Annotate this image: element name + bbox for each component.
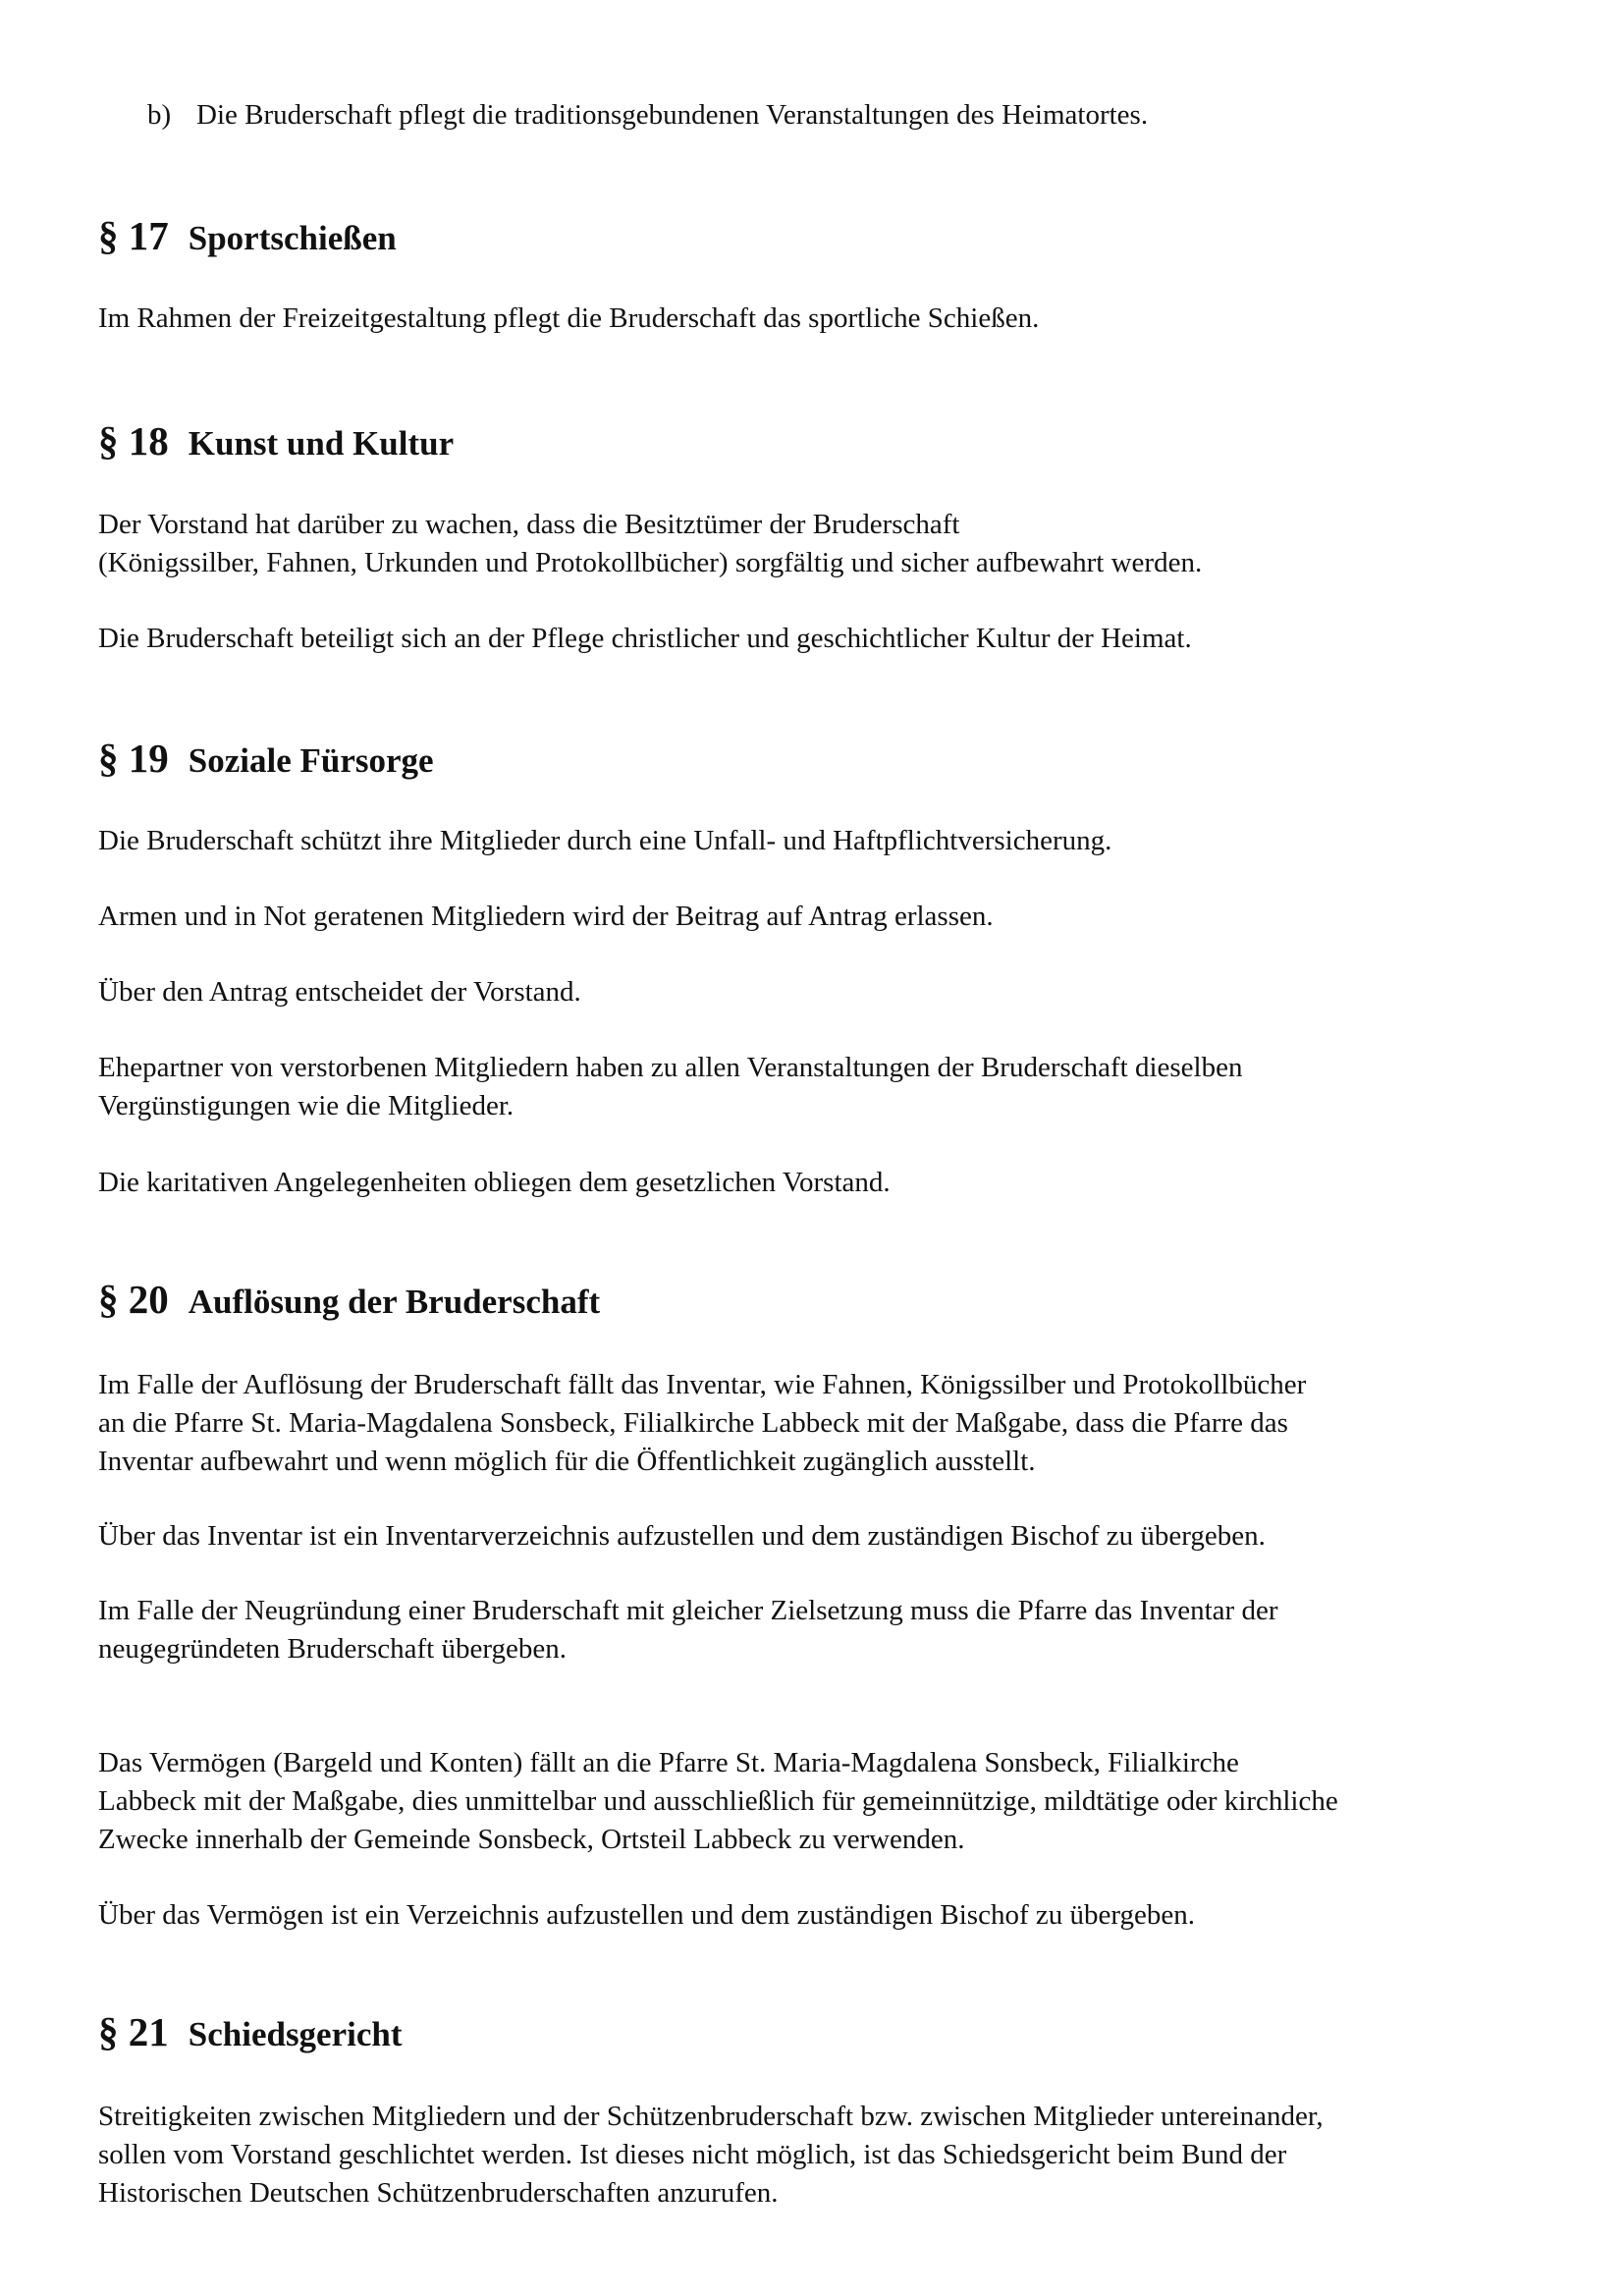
- section-title: Schiedsgericht: [188, 2015, 403, 2053]
- paragraph: [98, 1592, 1551, 1668]
- text-line: Inventar aufbewahrt und wenn möglich für die Öffentlichkeit zugänglich ausstellt.: [98, 1446, 1036, 1477]
- section-title: Kunst und Kultur: [188, 424, 455, 463]
- section-heading-20: [98, 1278, 600, 1324]
- text-line: Die Bruderschaft beteiligt sich an der Pflege christlicher und geschichtlicher Kultur der Heimat.: [98, 623, 1192, 654]
- section-number: § 18: [98, 418, 169, 464]
- paragraph: [98, 822, 1551, 860]
- text-line: (Königssilber, Fahnen, Urkunden und Protokollbücher) sorgfältig und sicher aufbewahrt werden.: [98, 547, 1203, 578]
- paragraph: [98, 1896, 1551, 1935]
- section-number: § 21: [98, 2009, 169, 2054]
- section-title: Soziale Fürsorge: [188, 741, 434, 780]
- paragraph: [98, 300, 1551, 338]
- section-heading-17: [98, 214, 397, 260]
- text-line: Streitigkeiten zwischen Mitgliedern und der Schützenbruderschaft bzw. zwischen Mitglieder untereinander,: [98, 2101, 1324, 2132]
- text-line: Historischen Deutschen Schützenbruderschaften anzurufen.: [98, 2177, 779, 2209]
- section-heading-21: [98, 2010, 403, 2056]
- paragraph: [98, 898, 1551, 936]
- text-line: neugegründeten Bruderschaft übergeben.: [98, 1633, 567, 1665]
- list-item-b: [147, 96, 1522, 135]
- text-line: Über den Antrag entscheidet der Vorstand.: [98, 976, 581, 1008]
- text-line: Armen und in Not geratenen Mitgliedern wird der Beitrag auf Antrag erlassen.: [98, 901, 994, 932]
- text-line: Über das Inventar ist ein Inventarverzeichnis aufzustellen und dem zuständigen Bischof zu übergeben.: [98, 1520, 1266, 1552]
- section-heading-18: [98, 419, 454, 465]
- text-line: Zwecke innerhalb der Gemeinde Sonsbeck, Ortsteil Labbeck zu verwenden.: [98, 1824, 965, 1855]
- section-title: Sportschießen: [188, 219, 397, 257]
- section-number: § 20: [98, 1277, 169, 1322]
- paragraph: [98, 506, 1551, 582]
- text-line: Im Falle der Neugründung einer Bruderschaft mit gleicher Zielsetzung muss die Pfarre das Inventar der: [98, 1595, 1278, 1626]
- paragraph: [98, 1164, 1551, 1202]
- text-line: Das Vermögen (Bargeld und Konten) fällt an die Pfarre St. Maria-Magdalena Sonsbeck, Filialkirche: [98, 1747, 1239, 1778]
- text-line: an die Pfarre St. Maria-Magdalena Sonsbeck, Filialkirche Labbeck mit der Maßgabe, dass die Pfarre das: [98, 1407, 1288, 1439]
- section-title: Auflösung der Bruderschaft: [188, 1283, 601, 1321]
- text-line: sollen vom Vorstand geschlichtet werden. Ist dieses nicht möglich, ist das Schiedsgericht beim Bund der: [98, 2139, 1287, 2170]
- paragraph: [98, 1366, 1551, 1481]
- text-line: Der Vorstand hat darüber zu wachen, dass die Besitztümer der Bruderschaft: [98, 509, 960, 540]
- text-line: Die Bruderschaft schützt ihre Mitglieder durch eine Unfall- und Haftpflichtversicherung.: [98, 825, 1112, 856]
- list-item-text: Die Bruderschaft pflegt die traditionsgebundenen Veranstaltungen des Heimatortes.: [196, 99, 1149, 131]
- section-heading-19: [98, 737, 434, 783]
- paragraph: [98, 2098, 1551, 2213]
- paragraph: [98, 1744, 1551, 1859]
- text-line: Im Rahmen der Freizeitgestaltung pflegt die Bruderschaft das sportliche Schießen.: [98, 302, 1040, 334]
- text-line: Labbeck mit der Maßgabe, dies unmittelbar und ausschließlich für gemeinnützige, mildtätige oder kirchliche: [98, 1785, 1338, 1817]
- list-marker: b): [147, 99, 172, 131]
- text-line: Über das Vermögen ist ein Verzeichnis aufzustellen und dem zuständigen Bischof zu übergeben.: [98, 1899, 1195, 1931]
- text-line: Im Falle der Auflösung der Bruderschaft fällt das Inventar, wie Fahnen, Königssilber und Protokollbücher: [98, 1369, 1307, 1400]
- paragraph: [98, 973, 1551, 1011]
- section-number: § 17: [98, 213, 169, 258]
- text-line: Die karitativen Angelegenheiten obliegen dem gesetzlichen Vorstand.: [98, 1167, 891, 1198]
- text-line: Ehepartner von verstorbenen Mitgliedern haben zu allen Veranstaltungen der Bruderschaft dieselben: [98, 1052, 1243, 1083]
- section-number: § 19: [98, 736, 169, 781]
- paragraph: [98, 620, 1551, 658]
- text-line: Vergünstigungen wie die Mitglieder.: [98, 1090, 514, 1121]
- paragraph: [98, 1049, 1551, 1125]
- paragraph: [98, 1517, 1551, 1556]
